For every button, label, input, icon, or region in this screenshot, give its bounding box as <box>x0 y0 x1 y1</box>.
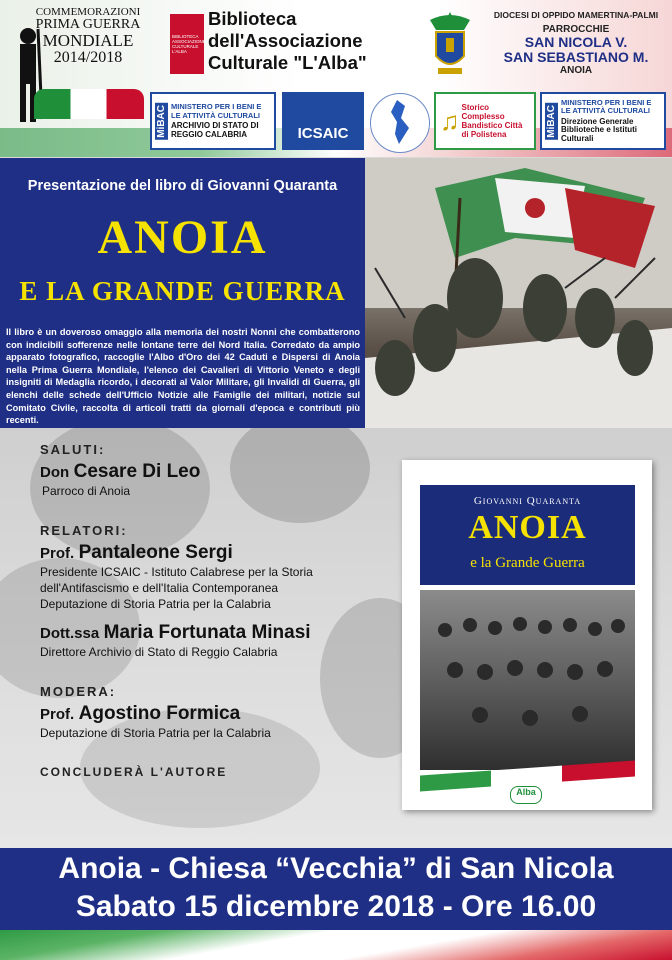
speaker-name: Don Cesare Di Leo <box>40 461 201 482</box>
book-author: Giovanni Quaranta <box>473 495 582 507</box>
publisher-logo: Alba <box>510 786 542 804</box>
saluti-label: SALUTI: <box>40 442 106 457</box>
program-list <box>40 442 390 779</box>
biblioteca-name: Biblioteca dell'Associazione Culturale "L'Alba" <box>208 8 367 73</box>
intro-block <box>0 158 365 428</box>
tricolor-flag <box>0 930 672 960</box>
speaker-name: Prof. Pantaleone Sergi <box>40 542 233 563</box>
modera-label: MODERA: <box>40 684 117 699</box>
commemorazioni-logo <box>4 4 144 128</box>
header <box>0 0 672 157</box>
venue-line: Anoia - Chiesa “Vecchia” di San Nicola <box>58 852 614 885</box>
speaker-role: Parroco di Anoia <box>42 484 131 498</box>
book-title-main: ANOIA <box>97 211 268 264</box>
mibac-tag: MiBAC <box>546 104 557 138</box>
speaker-role: Direttore Archivio di Stato di Reggio Calabria <box>40 645 278 659</box>
presentazione-line: Presentazione del libro di Giovanni Quaranta <box>27 178 338 194</box>
commemorazioni-text: COMMEMORAZIONI PRIMA GUERRA MONDIALE 2014/2018 <box>35 6 141 66</box>
speaker-name: Prof. Agostino Formica <box>40 703 241 724</box>
logo-complesso-bandistico: ♫ Storico Complesso Bandistico Città di Polistena <box>434 92 536 150</box>
tricolor-wave <box>34 89 144 119</box>
event-footer <box>0 848 672 930</box>
book-cover-header <box>420 485 635 585</box>
book-group-photo <box>420 590 635 770</box>
book-cover-title: ANOIA <box>468 509 587 546</box>
logo-direzione-biblioteche: MiBAC MINISTERO PER I BENI E LE ATTIVITÀ CULTURALI Direzione Generale Biblioteche e Istituti Culturali <box>540 92 666 150</box>
lyre-icon: ♫ <box>440 105 460 136</box>
book-title-sub: E LA GRANDE GUERRA <box>19 276 346 306</box>
logo-calabria-map <box>370 93 430 153</box>
logo-archivio-stato: MiBAC MINISTERO PER I BENI E LE ATTIVITÀ CULTURALI ARCHIVIO DI STATO DI REGGIO CALABRIA <box>150 92 276 150</box>
speaker-role: Presidente ICSAIC - Istituto Calabrese per la Storia dell'Antifascismo e dell'Italia Contemporanea Deputazione di Storia Patria per la Calabria <box>40 565 313 611</box>
diocese-crest-icon <box>424 10 476 78</box>
book-cover <box>402 460 652 810</box>
relatori-label: RELATORI: <box>40 523 128 538</box>
biblioteca-logo: BIBLIOTECA ASSOCIAZIONE CULTURALE L'ALBA <box>170 14 204 74</box>
speaker-name: Dott.ssa Maria Fortunata Minasi <box>40 622 311 643</box>
closing-line: CONCLUDERÀ L'AUTORE <box>40 765 228 779</box>
intro-description: Il libro è un doveroso omaggio alla memoria dei nostri Nonni che combatterono con indicibili sofferenze nelle lontane terre del Nord Italia. Corredato da ampio apparato fotografico, raccoglie l'Albo d'Oro dei 42 Caduti e Dispersi di Anoia nella Prima Guerra Mondiale, l'elenco dei Cavalieri di Vittorio Veneto e degli insigniti di Medaglia ricordo, i decorati al Valor Militare, gli Invalidi di Guerra, gli elenchi delle schede dell'Ufficio Notizie alle Famiglie dei militari, notizie sul Comitato Civile, raccolta di articoli tratti da giornali d'epoca e contributi più recenti. <box>6 327 360 426</box>
mibac-tag: MiBAC <box>156 104 167 138</box>
book-cover-subtitle: e la Grande Guerra <box>470 555 585 571</box>
war-painting-image <box>365 158 672 428</box>
speaker-role: Deputazione di Storia Patria per la Calabria <box>40 726 271 740</box>
date-line: Sabato 15 dicembre 2018 - Ore 16.00 <box>75 890 597 923</box>
logo-icsaic: ICSAIC <box>282 92 364 150</box>
parrocchie-text: DIOCESI DI OPPIDO MAMERTINA-PALMI PARROCCHIE SAN NICOLA V. SAN SEBASTIANO M. ANOIA <box>493 10 659 76</box>
